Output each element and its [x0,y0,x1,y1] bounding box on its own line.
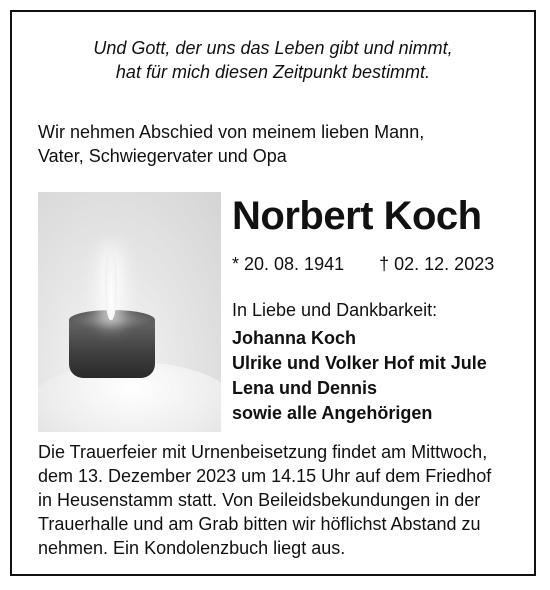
intro-line: Wir nehmen Abschied von meinem lieben Mann, [38,122,425,142]
family-member: sowie alle Angehörigen [232,403,433,423]
funeral-notice [38,440,528,560]
notice-line: Trauerhalle und am Grab bitten wir höflichst Abstand zu [38,514,481,534]
intro-text [38,120,518,168]
poem-line: Und Gott, der uns das Leben gibt und nimmt, [93,38,453,58]
notice-line: nehmen. Ein Kondolenzbuch liegt aus. [38,538,346,558]
family-member: Johanna Koch [232,328,357,348]
candle-flame [105,248,117,320]
notice-line: dem 13. Dezember 2023 um 14.15 Uhr auf dem Friedhof [38,466,492,486]
obituary-frame [10,10,536,576]
candle-photo [38,192,221,432]
notice-line: Die Trauerfeier mit Urnenbeisetzung findet am Mittwoch, [38,442,488,462]
life-dates [232,252,532,276]
birth-date: * 20. 08. 1941 [232,254,345,274]
intro-line: Vater, Schwiegervater und Opa [38,146,287,166]
notice-line: in Heusenstamm statt. Von Beileidsbekundungen in der [38,490,481,510]
poem-line: hat für mich diesen Zeitpunkt bestimmt. [115,62,431,82]
poem-quote [12,36,534,84]
family-list [232,326,532,426]
thanks-line: In Liebe und Dankbarkeit: [232,300,438,320]
family-member: Lena und Dennis [232,378,378,398]
family-member: Ulrike und Volker Hof mit Jule [232,353,487,373]
death-date: † 02. 12. 2023 [379,254,495,274]
deceased-name: Norbert Koch [232,194,482,238]
